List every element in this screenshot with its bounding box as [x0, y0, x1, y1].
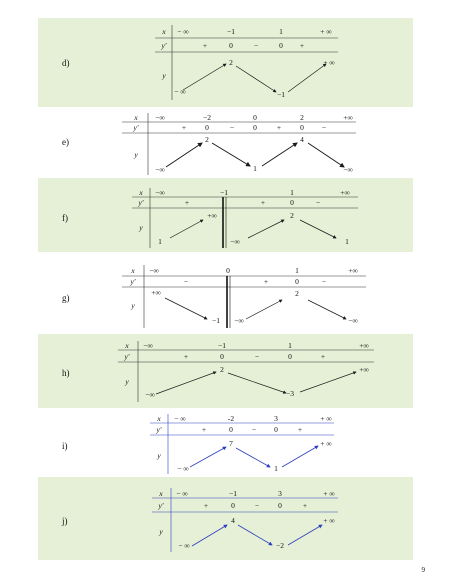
- table-e-x-2: 0: [253, 113, 257, 122]
- label-e: e): [62, 137, 69, 147]
- table-h-x-3: +∞: [359, 341, 369, 350]
- table-e-y-0: −∞: [155, 165, 165, 174]
- table-f-y-4: 1: [345, 237, 349, 246]
- table-d-x-0: − ∞: [177, 27, 189, 36]
- table-i-yp-3: 0: [274, 425, 278, 434]
- table-e-y-label: y: [134, 150, 138, 159]
- table-i-x-2: 3: [274, 414, 278, 423]
- table-d-y-1: 2: [229, 58, 233, 67]
- table-h-y-2: −3: [286, 389, 294, 398]
- table-g-yp-3: −: [321, 277, 327, 286]
- table-d-yp-4: +: [299, 41, 305, 50]
- table-g-x-3: +∞: [348, 266, 358, 275]
- label-j: j): [62, 516, 68, 526]
- table-h-y-1: 2: [220, 365, 224, 374]
- table-h-x-0: −∞: [143, 341, 153, 350]
- table-i-y-2: 1: [274, 464, 278, 473]
- table-j-yp-0: +: [203, 501, 209, 510]
- table-g-y-2: −∞: [234, 316, 244, 325]
- table-g-x-label: x: [131, 266, 135, 275]
- table-j-x-1: −1: [229, 489, 237, 498]
- table-d-x-1: −1: [227, 27, 235, 36]
- table-j-yp-2: −: [254, 501, 260, 510]
- table-d-x-label: x: [162, 27, 166, 36]
- table-d-yp-3: 0: [279, 41, 283, 50]
- table-e-yp-4: +: [276, 123, 282, 132]
- table-d-y-3: + ∞: [323, 58, 335, 67]
- table-f-yp-3: −: [315, 198, 321, 207]
- table-e-x-1: −2: [203, 113, 211, 122]
- table-j-x-2: 3: [278, 489, 282, 498]
- table-j-y-2: −2: [276, 541, 284, 550]
- table-h-x-1: −1: [218, 341, 226, 350]
- table-i-x-label: x: [157, 414, 161, 423]
- table-j-y-3: + ∞: [323, 516, 335, 525]
- table-h-yp-2: −: [254, 352, 260, 361]
- table-h-y-0: −∞: [145, 390, 155, 399]
- table-f-y-1: +∞: [207, 211, 217, 220]
- table-e-yp-1: 0: [205, 123, 209, 132]
- table-h-y-label: y: [125, 377, 129, 386]
- table-j-yp-label: y′: [158, 501, 164, 510]
- table-f-y-2: −∞: [230, 237, 240, 246]
- table-e-yp-5: 0: [300, 123, 304, 132]
- table-g-y-3: 2: [295, 289, 299, 298]
- table-d-yp-2: −: [253, 41, 259, 50]
- table-d-x-3: + ∞: [320, 27, 332, 36]
- label-i: i): [62, 441, 68, 451]
- table-d-yp-label: y′: [161, 41, 167, 50]
- table-e-y-3: 4: [300, 135, 304, 144]
- table-i-y-0: − ∞: [177, 464, 189, 473]
- table-h-x-label: x: [125, 341, 129, 350]
- table-i-yp-2: −: [251, 425, 257, 434]
- table-g-y-label: y: [131, 301, 135, 310]
- table-e-yp-3: 0: [253, 123, 257, 132]
- table-e-y-1: 2: [205, 135, 209, 144]
- table-j-y-1: 4: [231, 516, 235, 525]
- table-g-yp-0: −: [183, 277, 189, 286]
- table-h-yp-label: y′: [124, 352, 130, 361]
- table-f-yp-label: y′: [138, 198, 144, 207]
- table-i-yp-label: y′: [156, 425, 162, 434]
- table-g-x-1: 0: [226, 266, 230, 275]
- table-i-yp-0: +: [201, 425, 207, 434]
- table-i-x-0: − ∞: [174, 414, 186, 423]
- table-i-y-label: y: [157, 451, 161, 460]
- table-j-yp-1: 0: [231, 501, 235, 510]
- table-d-yp-0: +: [202, 41, 208, 50]
- table-h-x-2: 1: [288, 341, 292, 350]
- page-number: 9: [421, 566, 425, 574]
- table-i-yp-4: +: [297, 425, 303, 434]
- label-h: h): [62, 368, 70, 378]
- label-g: g): [62, 293, 70, 303]
- table-g-x-2: 1: [295, 266, 299, 275]
- table-d-yp-1: 0: [229, 41, 233, 50]
- table-e-yp-label: y′: [133, 123, 139, 132]
- table-j-y-0: − ∞: [178, 541, 190, 550]
- table-e-x-3: 2: [300, 113, 304, 122]
- table-i-yp-1: 0: [229, 425, 233, 434]
- table-g-x-0: −∞: [149, 266, 159, 275]
- table-e-y-4: −∞: [343, 165, 353, 174]
- label-d: d): [62, 58, 70, 68]
- table-e-yp-2: −: [229, 123, 235, 132]
- table-f-yp-0: +: [184, 198, 190, 207]
- table-f-y-0: 1: [158, 237, 162, 246]
- table-i-x-1: -2: [227, 414, 235, 423]
- table-h-y-3: +∞: [359, 365, 369, 374]
- table-f-yp-1: +: [260, 198, 266, 207]
- table-g-yp-1: +: [263, 277, 269, 286]
- table-d-y-label: y: [162, 71, 166, 80]
- table-j-y-label: y: [159, 527, 163, 536]
- table-g-y-1: −1: [212, 316, 220, 325]
- table-e-x-0: −∞: [155, 113, 165, 122]
- table-f-x-3: +∞: [340, 188, 350, 197]
- table-f-x-0: −∞: [155, 188, 165, 197]
- table-j-yp-3: 0: [278, 501, 282, 510]
- table-d-x-2: 1: [279, 27, 283, 36]
- table-g-y-4: −∞: [348, 316, 358, 325]
- table-e-yp-6: −: [321, 123, 327, 132]
- table-h-yp-4: +: [320, 352, 326, 361]
- table-e-x-label: x: [134, 113, 138, 122]
- table-j-x-3: + ∞: [323, 489, 335, 498]
- table-e-x-4: +∞: [343, 113, 353, 122]
- table-g-y-0: +∞: [151, 288, 161, 297]
- table-f-y-3: 2: [290, 211, 294, 220]
- table-j-x-label: x: [159, 489, 163, 498]
- table-g-yp-label: y′: [130, 277, 136, 286]
- table-d-y-0: − ∞: [174, 87, 186, 96]
- table-f-y-label: y: [139, 223, 143, 232]
- table-f-x-label: x: [139, 188, 143, 197]
- table-f-x-2: 1: [290, 188, 294, 197]
- table-h-yp-0: +: [183, 352, 189, 361]
- table-e-y-2: 1: [253, 164, 257, 173]
- table-i-x-3: + ∞: [320, 414, 332, 423]
- table-e-yp-0: +: [181, 123, 187, 132]
- table-h-yp-3: 0: [288, 352, 292, 361]
- table-g-yp-2: 0: [295, 277, 299, 286]
- table-i-y-3: + ∞: [320, 439, 332, 448]
- table-h-yp-1: 0: [220, 352, 224, 361]
- table-f-x-1: −1: [220, 188, 228, 197]
- table-i-y-1: 7: [229, 439, 233, 448]
- table-d-y-2: −1: [277, 90, 285, 99]
- table-j-yp-4: +: [302, 501, 308, 510]
- table-f-yp-2: 0: [290, 198, 294, 207]
- label-f: f): [62, 213, 68, 223]
- table-j-x-0: − ∞: [176, 489, 188, 498]
